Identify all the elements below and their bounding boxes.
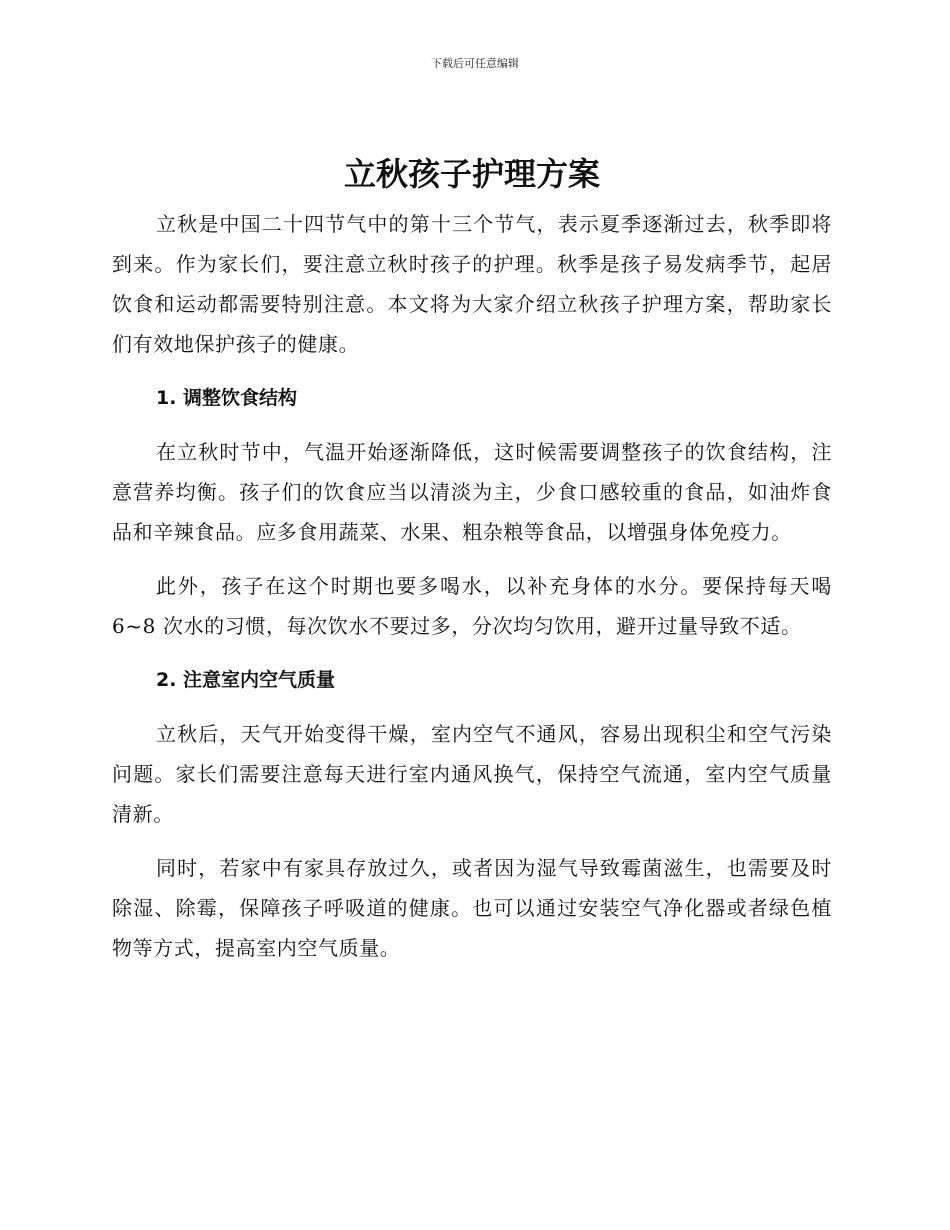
document-body: [112, 148, 832, 968]
section-diet-paragraph-1: 在立秋时节中，气温开始逐渐降低，这时候需要调整孩子的饮食结构，注意营养均衡。孩子们的饮食应当以清淡为主，少食口感较重的食品，如油炸食品和辛辣食品。应多食用蔬菜、水果、粗杂粮等食品，以增强身体免疫力。: [112, 440, 832, 544]
header-note: 下载后可任意编辑: [431, 57, 519, 70]
intro-paragraph: 立秋是中国二十四节气中的第十三个节气，表示夏季逐渐过去，秋季即将到来。作为家长们，要注意立秋时孩子的护理。秋季是孩子易发病季节，起居饮食和运动都需要特别注意。本文将为大家介绍立秋孩子护理方案，帮助家长们有效地保护孩子的健康。: [112, 212, 832, 356]
section-air-paragraph-2: 同时，若家中有家具存放过久，或者因为湿气导致霉菌滋生，也需要及时除湿、除霉，保障孩子呼吸道的健康。也可以通过安装空气净化器或者绿色植物等方式，提高室内空气质量。: [112, 856, 832, 960]
section-diet-paragraph-2: 此外，孩子在这个时期也要多喝水，以补充身体的水分。要保持每天喝 6~8 次水的习惯，每次饮水不要过多，分次均匀饮用，避开过量导致不适。: [112, 574, 832, 638]
document-title: 立秋孩子护理方案: [343, 155, 600, 193]
section-air-paragraph-1: 立秋后，天气开始变得干燥，室内空气不通风，容易出现积尘和空气污染问题。家长们需要注意每天进行室内通风换气，保持空气流通，室内空气质量清新。: [112, 722, 832, 826]
section-heading-air-quality: 2. 注意室内空气质量: [156, 669, 336, 691]
section-heading-diet: 1. 调整饮食结构: [156, 387, 298, 409]
